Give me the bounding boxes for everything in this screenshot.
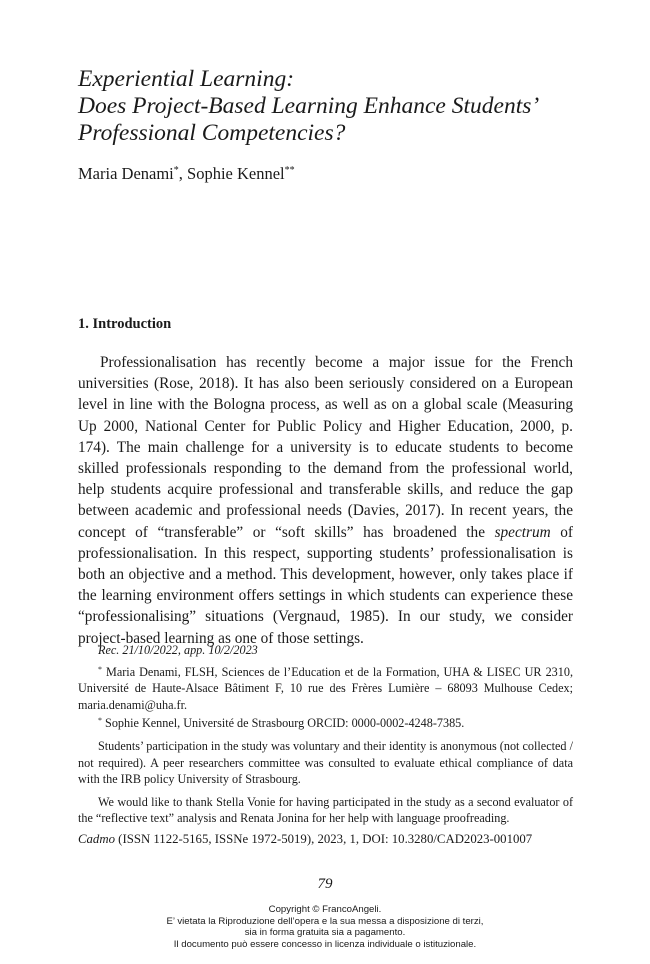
copyright-line-3: sia in forma gratuita sia a pagamento. bbox=[244, 927, 406, 939]
copyright-line-4: Il documento può essere concesso in licenza individuale o istituzionale. bbox=[173, 938, 477, 950]
author-2-name: Sophie Kennel bbox=[187, 164, 285, 183]
author-separator: , bbox=[178, 164, 188, 183]
paragraph-text-end: of professionalisation. In this respect, supporting students’ professionalisation is both an objective and a method. This development, however, only takes place if the learning environment offers settings in which students can experience these “professionalising” situations (Vergnaud, 1985). In our study, we consider project-based learning as one of those settings. bbox=[78, 523, 573, 647]
author-1-footnote-mark: * bbox=[173, 165, 179, 176]
title-line-3: Professional Competencies? bbox=[78, 120, 346, 146]
copyright-line-1: Copyright © FrancoAngeli. bbox=[268, 904, 382, 915]
footnote-1-text: Maria Denami, FLSH, Sciences de l’Education et de la Formation, UHA & LISEC UR 2310, Université de Haute-Alsace Bâtiment F, 10 rue des Frères Lumière – 68093 Mulhouse Cedex; maria.denami@uha.fr. bbox=[78, 664, 573, 712]
author-2-footnote-mark: ** bbox=[284, 165, 295, 176]
article-title bbox=[78, 66, 598, 147]
footnote-author-1 bbox=[78, 662, 573, 714]
footnote-2-mark: * bbox=[98, 716, 102, 726]
received-accepted-dates: Rec. 21/10/2022, app. 10/2/2023 bbox=[98, 643, 258, 657]
title-line-1: Experiential Learning: bbox=[78, 66, 295, 92]
title-line-2: Does Project-Based Learning Enhance Students’ bbox=[78, 93, 540, 119]
acknowledgements: We would like to thank Stella Vonie for having participated in the study as a second evaluator of the “reflective text” analysis and Renata Jonina for her help with language proofreading. bbox=[78, 794, 573, 826]
author-1-name: Maria Denami bbox=[78, 164, 174, 183]
section-heading: 1. Introduction bbox=[78, 316, 172, 332]
journal-citation bbox=[78, 832, 532, 847]
ethics-statement: Students’ participation in the study was voluntary and their identity is anonymous (not collected / not required). A peer researchers committee was consulted to evaluate ethical compliance of data with the IRB policy University of Strasbourg. bbox=[78, 738, 573, 787]
journal-name: Cadmo bbox=[78, 832, 115, 846]
footnotes bbox=[78, 642, 573, 827]
paragraph-text-start: Professionalisation has recently become a major issue for the French universities (Rose, 2018). It has also been seriously considered on a European level in line with the Bologna process, as well as on a global scale (Measuring Up 2000, National Center for Public Policy and Higher Education, 2000, p. 174). The main challenge for a university is to educate students to become skilled professionals responding to the demand from the professional world, help students acquire professional and transferable skills, and reduce the gap between academic and professional needs (Davies, 2017). In recent years, the concept of “transferable” or “soft skills” has broadened the bbox=[78, 354, 573, 541]
copyright-line-2: E’ vietata la Riproduzione dell’opera e la sua messa a disposizione di terzi, bbox=[166, 915, 484, 927]
italic-term: spectrum bbox=[494, 523, 551, 541]
footnote-2-text: Sophie Kennel, Université de Strasbourg ORCID: 0000-0002-4248-7385. bbox=[102, 716, 465, 731]
journal-details: (ISSN 1122-5165, ISSNe 1972-5019), 2023, 1, DOI: 10.3280/CAD2023-001007 bbox=[114, 832, 533, 846]
copyright-notice bbox=[0, 904, 650, 950]
footnote-1-mark: * bbox=[98, 664, 102, 674]
introduction-paragraph bbox=[78, 352, 573, 649]
author-list bbox=[78, 164, 295, 184]
footnote-author-2 bbox=[78, 713, 573, 732]
page-number: 79 bbox=[317, 876, 333, 892]
